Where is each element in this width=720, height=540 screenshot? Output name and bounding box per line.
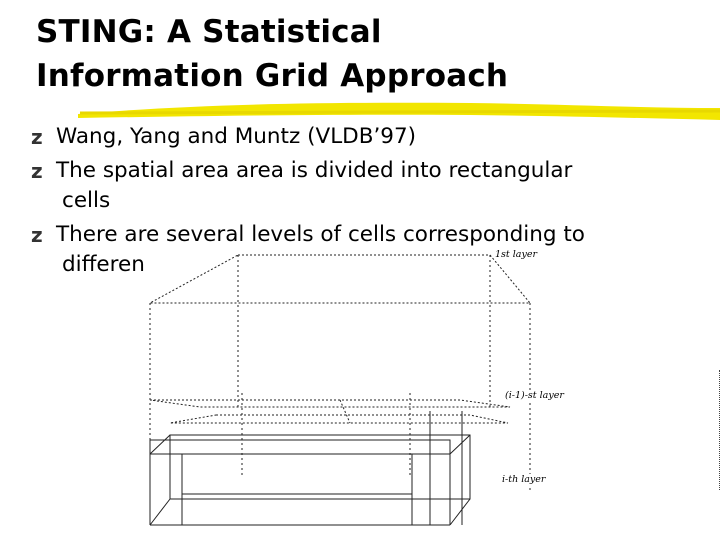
- slide-title: [36, 10, 508, 98]
- title-line-2: Information Grid Approach: [36, 58, 509, 94]
- label-i-th-layer: i-th layer: [502, 474, 546, 485]
- layer-connectors: [150, 255, 530, 493]
- bullet-z-icon: z: [31, 125, 43, 149]
- bullet-text: There are several levels of cells corresponding to: [56, 222, 585, 247]
- bullet-text: The spatial area area is divided into rectangular: [56, 158, 573, 183]
- bullet-text: Wang, Yang and Muntz (VLDB’97): [56, 124, 417, 149]
- title-line-1: STING: A Statistical: [36, 14, 382, 50]
- bullet-item: [32, 156, 692, 216]
- bullet-z-icon: z: [31, 159, 43, 183]
- label-1st-layer: 1st layer: [495, 249, 537, 260]
- bullet-item: [32, 122, 692, 152]
- first-layer-box: [150, 255, 530, 303]
- label-i-1-st-layer: (i-1)-st layer: [505, 390, 564, 401]
- bottom-layer-grid: [150, 411, 470, 525]
- bullet-text-continuation: cells: [62, 188, 111, 213]
- bullet-z-icon: z: [31, 223, 43, 247]
- middle-layer-grid: [150, 400, 510, 423]
- bullet-text-continuation: differen: [62, 252, 145, 277]
- layer-grid-diagram: [130, 235, 600, 540]
